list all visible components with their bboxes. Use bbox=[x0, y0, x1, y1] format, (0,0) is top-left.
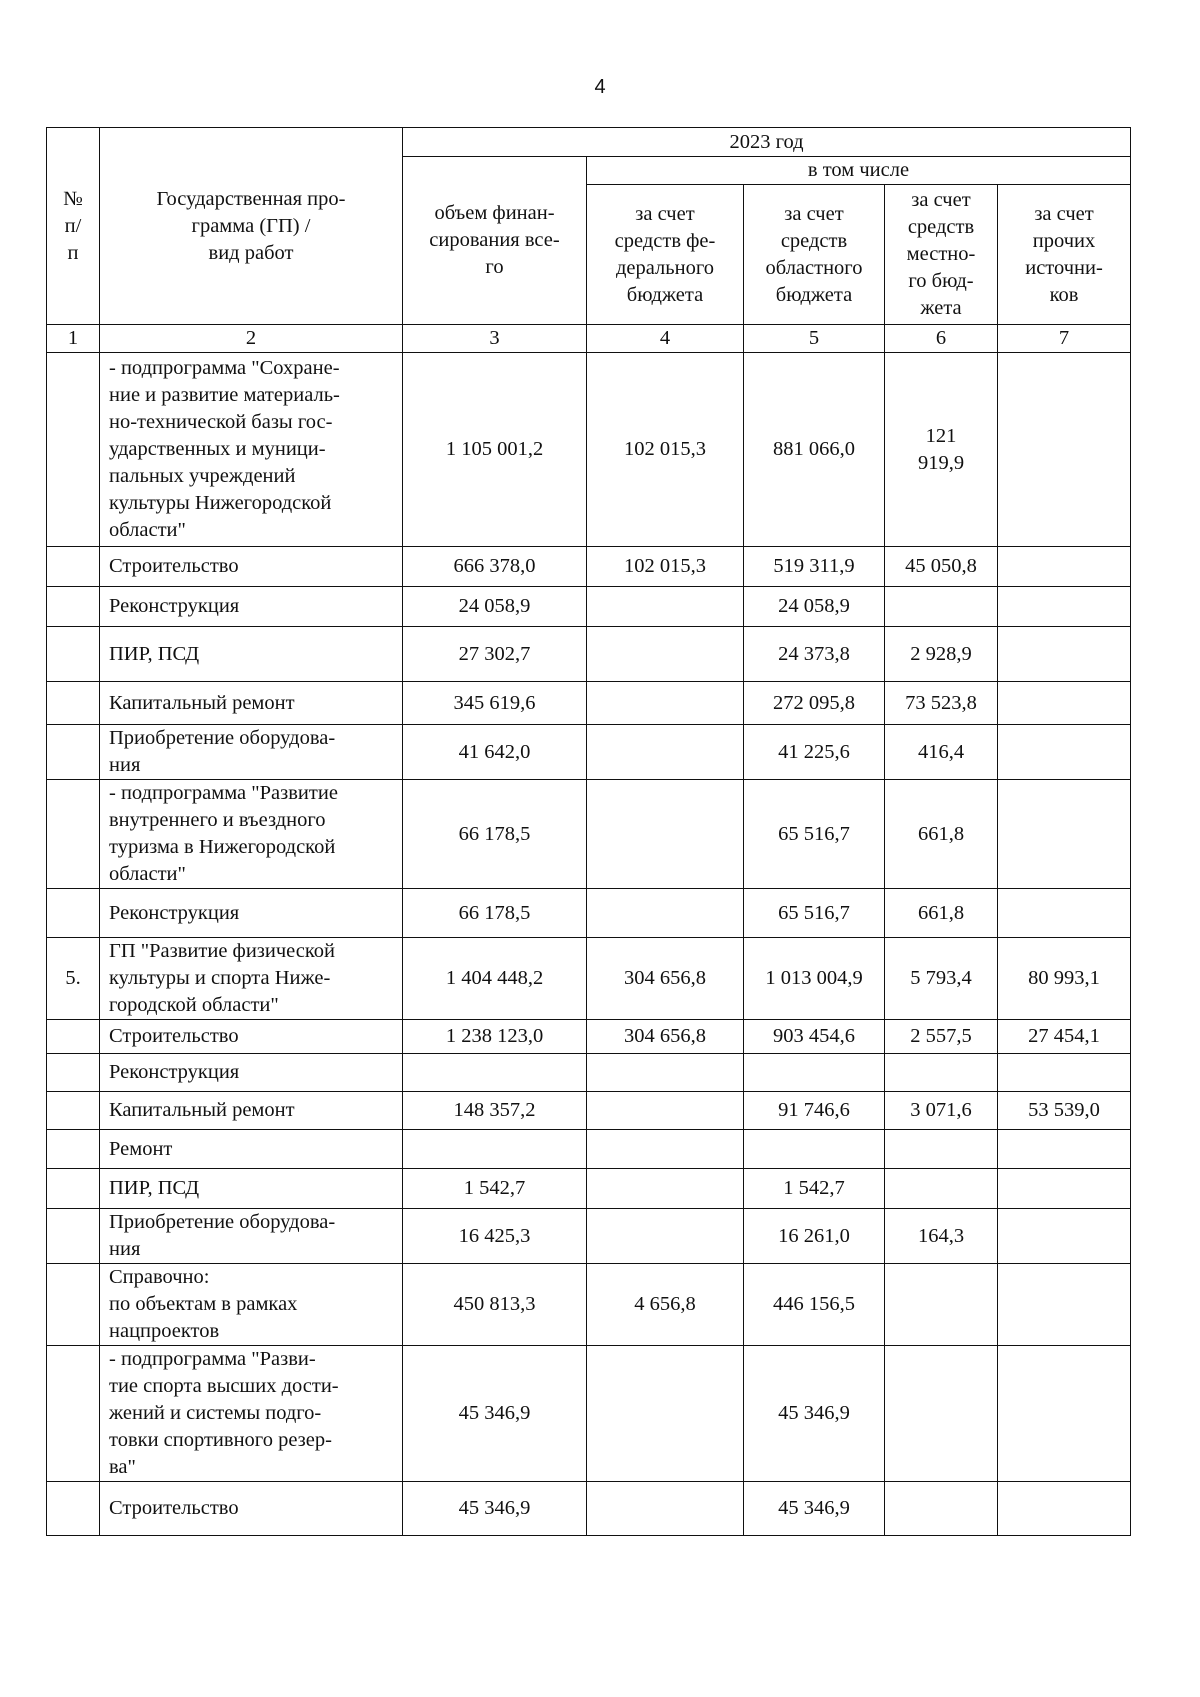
row-number-cell bbox=[47, 1020, 100, 1054]
column-number: 5 bbox=[744, 325, 885, 353]
table-row bbox=[47, 1020, 1131, 1054]
row-number-cell bbox=[47, 547, 100, 587]
total-funding-cell: 1 105 001,2 bbox=[403, 353, 587, 547]
table-row bbox=[47, 780, 1131, 889]
work-type-cell: Ремонт bbox=[100, 1130, 403, 1169]
other-sources-cell bbox=[998, 1209, 1131, 1264]
total-funding-cell: 41 642,0 bbox=[403, 725, 587, 780]
row-number-cell bbox=[47, 780, 100, 889]
federal-budget-cell bbox=[587, 1169, 744, 1209]
federal-budget-cell bbox=[587, 587, 744, 627]
local-budget-cell: 5 793,4 bbox=[885, 938, 998, 1020]
table-row bbox=[47, 547, 1131, 587]
column-number: 3 bbox=[403, 325, 587, 353]
federal-budget-cell: 102 015,3 bbox=[587, 353, 744, 547]
table-row bbox=[47, 725, 1131, 780]
regional-budget-cell: 1 542,7 bbox=[744, 1169, 885, 1209]
work-type-cell: Справочно: по объектам в рамках нацпроектов bbox=[100, 1264, 403, 1346]
regional-budget-cell: 41 225,6 bbox=[744, 725, 885, 780]
table-body bbox=[47, 353, 1131, 1536]
work-type-cell: Реконструкция bbox=[100, 889, 403, 938]
regional-budget-cell: 519 311,9 bbox=[744, 547, 885, 587]
local-budget-cell bbox=[885, 1130, 998, 1169]
row-number-cell bbox=[47, 1169, 100, 1209]
regional-budget-cell: 45 346,9 bbox=[744, 1482, 885, 1536]
row-number-cell: 5. bbox=[47, 938, 100, 1020]
other-sources-cell bbox=[998, 1346, 1131, 1482]
work-type-cell: Приобретение оборудова- ния bbox=[100, 725, 403, 780]
regional-budget-cell: 881 066,0 bbox=[744, 353, 885, 547]
total-funding-cell: 66 178,5 bbox=[403, 780, 587, 889]
budget-table bbox=[46, 127, 1131, 1536]
federal-budget-cell bbox=[587, 725, 744, 780]
regional-budget-cell: 1 013 004,9 bbox=[744, 938, 885, 1020]
total-funding-cell: 450 813,3 bbox=[403, 1264, 587, 1346]
work-type-cell: - подпрограмма "Разви- тие спорта высших дости- жений и системы подго- товки спортивного резер- ва" bbox=[100, 1346, 403, 1482]
local-budget-cell bbox=[885, 1346, 998, 1482]
local-budget-cell bbox=[885, 1169, 998, 1209]
regional-budget-cell: 65 516,7 bbox=[744, 780, 885, 889]
work-type-cell: Капитальный ремонт bbox=[100, 1092, 403, 1130]
regional-budget-cell: 903 454,6 bbox=[744, 1020, 885, 1054]
page-number: 4 bbox=[594, 76, 606, 98]
table-row bbox=[47, 889, 1131, 938]
work-type-cell: Реконструкция bbox=[100, 587, 403, 627]
other-sources-cell bbox=[998, 1482, 1131, 1536]
regional-budget-cell bbox=[744, 1054, 885, 1092]
federal-budget-cell bbox=[587, 1054, 744, 1092]
table-row bbox=[47, 682, 1131, 725]
local-budget-cell bbox=[885, 587, 998, 627]
total-funding-cell: 27 302,7 bbox=[403, 627, 587, 682]
federal-budget-cell: 304 656,8 bbox=[587, 938, 744, 1020]
table-row bbox=[47, 1264, 1131, 1346]
row-number-cell bbox=[47, 1092, 100, 1130]
local-budget-cell: 3 071,6 bbox=[885, 1092, 998, 1130]
table-row bbox=[47, 1346, 1131, 1482]
column-number: 6 bbox=[885, 325, 998, 353]
federal-budget-cell: 304 656,8 bbox=[587, 1020, 744, 1054]
row-number-cell bbox=[47, 1346, 100, 1482]
work-type-cell: ПИР, ПСД bbox=[100, 627, 403, 682]
work-type-cell: Капитальный ремонт bbox=[100, 682, 403, 725]
header-year: 2023 год bbox=[403, 128, 1131, 157]
other-sources-cell bbox=[998, 780, 1131, 889]
regional-budget-cell: 272 095,8 bbox=[744, 682, 885, 725]
row-number-cell bbox=[47, 1054, 100, 1092]
total-funding-cell: 148 357,2 bbox=[403, 1092, 587, 1130]
other-sources-cell bbox=[998, 587, 1131, 627]
table-row bbox=[47, 938, 1131, 1020]
total-funding-cell bbox=[403, 1130, 587, 1169]
local-budget-cell: 121 919,9 bbox=[885, 353, 998, 547]
work-type-cell: - подпрограмма "Развитие внутреннего и въездного туризма в Нижегородской области" bbox=[100, 780, 403, 889]
work-type-cell: Строительство bbox=[100, 1020, 403, 1054]
header-total: объем финан- сирования все- го bbox=[403, 157, 587, 325]
total-funding-cell: 1 404 448,2 bbox=[403, 938, 587, 1020]
local-budget-cell: 164,3 bbox=[885, 1209, 998, 1264]
column-number-row bbox=[47, 325, 1131, 353]
total-funding-cell: 45 346,9 bbox=[403, 1482, 587, 1536]
header-federal: за счет средств фе- дерального бюджета bbox=[587, 185, 744, 325]
total-funding-cell: 1 238 123,0 bbox=[403, 1020, 587, 1054]
other-sources-cell bbox=[998, 1054, 1131, 1092]
total-funding-cell: 16 425,3 bbox=[403, 1209, 587, 1264]
other-sources-cell bbox=[998, 353, 1131, 547]
local-budget-cell: 416,4 bbox=[885, 725, 998, 780]
other-sources-cell bbox=[998, 1264, 1131, 1346]
row-number-cell bbox=[47, 682, 100, 725]
row-number-cell bbox=[47, 627, 100, 682]
federal-budget-cell bbox=[587, 1482, 744, 1536]
column-number: 2 bbox=[100, 325, 403, 353]
other-sources-cell bbox=[998, 725, 1131, 780]
federal-budget-cell bbox=[587, 1130, 744, 1169]
total-funding-cell: 45 346,9 bbox=[403, 1346, 587, 1482]
local-budget-cell: 2 928,9 bbox=[885, 627, 998, 682]
other-sources-cell bbox=[998, 1130, 1131, 1169]
other-sources-cell: 80 993,1 bbox=[998, 938, 1131, 1020]
row-number-cell bbox=[47, 1130, 100, 1169]
other-sources-cell: 53 539,0 bbox=[998, 1092, 1131, 1130]
table-row bbox=[47, 1209, 1131, 1264]
header-regional: за счет средств областного бюджета bbox=[744, 185, 885, 325]
regional-budget-cell: 45 346,9 bbox=[744, 1346, 885, 1482]
header-program: Государственная про- грамма (ГП) / вид работ bbox=[100, 128, 403, 325]
local-budget-cell bbox=[885, 1264, 998, 1346]
local-budget-cell bbox=[885, 1054, 998, 1092]
table-row bbox=[47, 1130, 1131, 1169]
other-sources-cell: 27 454,1 bbox=[998, 1020, 1131, 1054]
row-number-cell bbox=[47, 1264, 100, 1346]
row-number-cell bbox=[47, 889, 100, 938]
total-funding-cell bbox=[403, 1054, 587, 1092]
regional-budget-cell: 24 058,9 bbox=[744, 587, 885, 627]
other-sources-cell bbox=[998, 547, 1131, 587]
total-funding-cell: 666 378,0 bbox=[403, 547, 587, 587]
other-sources-cell bbox=[998, 889, 1131, 938]
other-sources-cell bbox=[998, 1169, 1131, 1209]
table-row bbox=[47, 1054, 1131, 1092]
local-budget-cell: 45 050,8 bbox=[885, 547, 998, 587]
regional-budget-cell: 16 261,0 bbox=[744, 1209, 885, 1264]
federal-budget-cell bbox=[587, 1346, 744, 1482]
regional-budget-cell: 24 373,8 bbox=[744, 627, 885, 682]
local-budget-cell bbox=[885, 1482, 998, 1536]
table-row bbox=[47, 1169, 1131, 1209]
regional-budget-cell bbox=[744, 1130, 885, 1169]
row-number-cell bbox=[47, 725, 100, 780]
local-budget-cell: 2 557,5 bbox=[885, 1020, 998, 1054]
row-number-cell bbox=[47, 1209, 100, 1264]
work-type-cell: ПИР, ПСД bbox=[100, 1169, 403, 1209]
total-funding-cell: 345 619,6 bbox=[403, 682, 587, 725]
regional-budget-cell: 65 516,7 bbox=[744, 889, 885, 938]
federal-budget-cell bbox=[587, 682, 744, 725]
total-funding-cell: 1 542,7 bbox=[403, 1169, 587, 1209]
header-local: за счет средств местно- го бюд- жета bbox=[885, 185, 998, 325]
regional-budget-cell: 91 746,6 bbox=[744, 1092, 885, 1130]
header-num: № п/ п bbox=[47, 128, 100, 325]
regional-budget-cell: 446 156,5 bbox=[744, 1264, 885, 1346]
row-number-cell bbox=[47, 587, 100, 627]
column-number: 7 bbox=[998, 325, 1131, 353]
total-funding-cell: 24 058,9 bbox=[403, 587, 587, 627]
table-row bbox=[47, 353, 1131, 547]
header-other: за счет прочих источни- ков bbox=[998, 185, 1131, 325]
local-budget-cell: 661,8 bbox=[885, 780, 998, 889]
work-type-cell: Реконструкция bbox=[100, 1054, 403, 1092]
table-row bbox=[47, 587, 1131, 627]
table-header bbox=[47, 128, 1131, 353]
table-row bbox=[47, 627, 1131, 682]
total-funding-cell: 66 178,5 bbox=[403, 889, 587, 938]
other-sources-cell bbox=[998, 682, 1131, 725]
federal-budget-cell bbox=[587, 889, 744, 938]
federal-budget-cell bbox=[587, 627, 744, 682]
work-type-cell: Приобретение оборудова- ния bbox=[100, 1209, 403, 1264]
local-budget-cell: 73 523,8 bbox=[885, 682, 998, 725]
row-number-cell bbox=[47, 1482, 100, 1536]
other-sources-cell bbox=[998, 627, 1131, 682]
table-row bbox=[47, 1092, 1131, 1130]
local-budget-cell: 661,8 bbox=[885, 889, 998, 938]
header-including: в том числе bbox=[587, 157, 1131, 185]
work-type-cell: Строительство bbox=[100, 547, 403, 587]
federal-budget-cell bbox=[587, 1092, 744, 1130]
table-row bbox=[47, 1482, 1131, 1536]
column-number: 1 bbox=[47, 325, 100, 353]
row-number-cell bbox=[47, 353, 100, 547]
federal-budget-cell: 4 656,8 bbox=[587, 1264, 744, 1346]
column-number: 4 bbox=[587, 325, 744, 353]
work-type-cell: - подпрограмма "Сохране- ние и развитие материаль- но-технической базы гос- ударственных и муници- пальных учреждений культуры Нижегородской области" bbox=[100, 353, 403, 547]
federal-budget-cell: 102 015,3 bbox=[587, 547, 744, 587]
federal-budget-cell bbox=[587, 780, 744, 889]
work-type-cell: ГП "Развитие физической культуры и спорта Ниже- городской области" bbox=[100, 938, 403, 1020]
federal-budget-cell bbox=[587, 1209, 744, 1264]
work-type-cell: Строительство bbox=[100, 1482, 403, 1536]
